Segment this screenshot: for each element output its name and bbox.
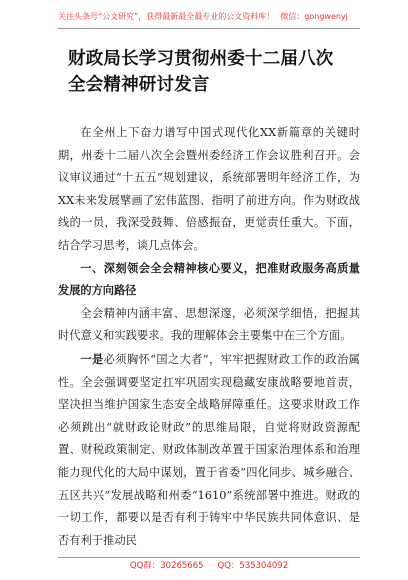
footer-contact [58,560,360,572]
header-divider [58,28,360,29]
header-promo-text: 关注头条号“公文研究”，获得最新最全最专业的公文资料库！ [58,12,275,21]
document-body [58,122,360,552]
footer-divider [58,557,360,558]
document-title: 财政局长学习贯彻州委十二届八次全会精神研讨发言 [68,49,334,95]
intro-paragraph: 在全州上下奋力谱写中国式现代化XX新篇章的关键时期，州委十二届八次全会暨州委经济工作会议胜利召开。会议审议通过“十五五”规划建议，系统部署明年经济工作，为XX未来发展擘画了宏伟蓝图、指明了前进方向。作为财政战线的一员，我深受鼓舞、倍感振奋，更觉责任重大。下面，结合学习思考，谈几点体会。 [58,126,360,252]
section-heading-1: 一、深刻领会全会精神核心要义，把准财政服务高质量发展的方向路径 [58,261,360,298]
footer-qq: QQ：535304092 [217,561,289,571]
section-1-point-1 [58,348,360,552]
point-lead: 一是 [80,351,104,366]
header-banner [58,12,358,22]
point-text: 必须胸怀“国之大者”，牢牢把握财政工作的政治属性。全会强调要坚定扛牢巩固实现稳藏安康战略要地首责，坚决担当维护国家生态安全战略屏障重任。这要求财政工作必须跳出“就财政论财政”的思维局限，自觉将财政资源配置、财税政策制定、财政体制改革置于国家治理体系和治理能力现代化的大局中谋划，置于省委“四化同步、城乡融合、五区共兴”发展战略和州委“1610”系统部署中推进。财政的一切工作，都要以是否有利于铸牢中华民族共同体意识、是否有利于推动民 [58,352,360,547]
header-wechat-text: 微信：gongwenyj [280,12,348,21]
footer-qq-group: QQ群：30265665 [129,561,204,571]
section-1-intro: 全会精神内涵丰富、思想深邃，必须深学细悟，把握其时代意义和实践要求。我的理解体会主要集中在三个方面。 [58,306,360,343]
